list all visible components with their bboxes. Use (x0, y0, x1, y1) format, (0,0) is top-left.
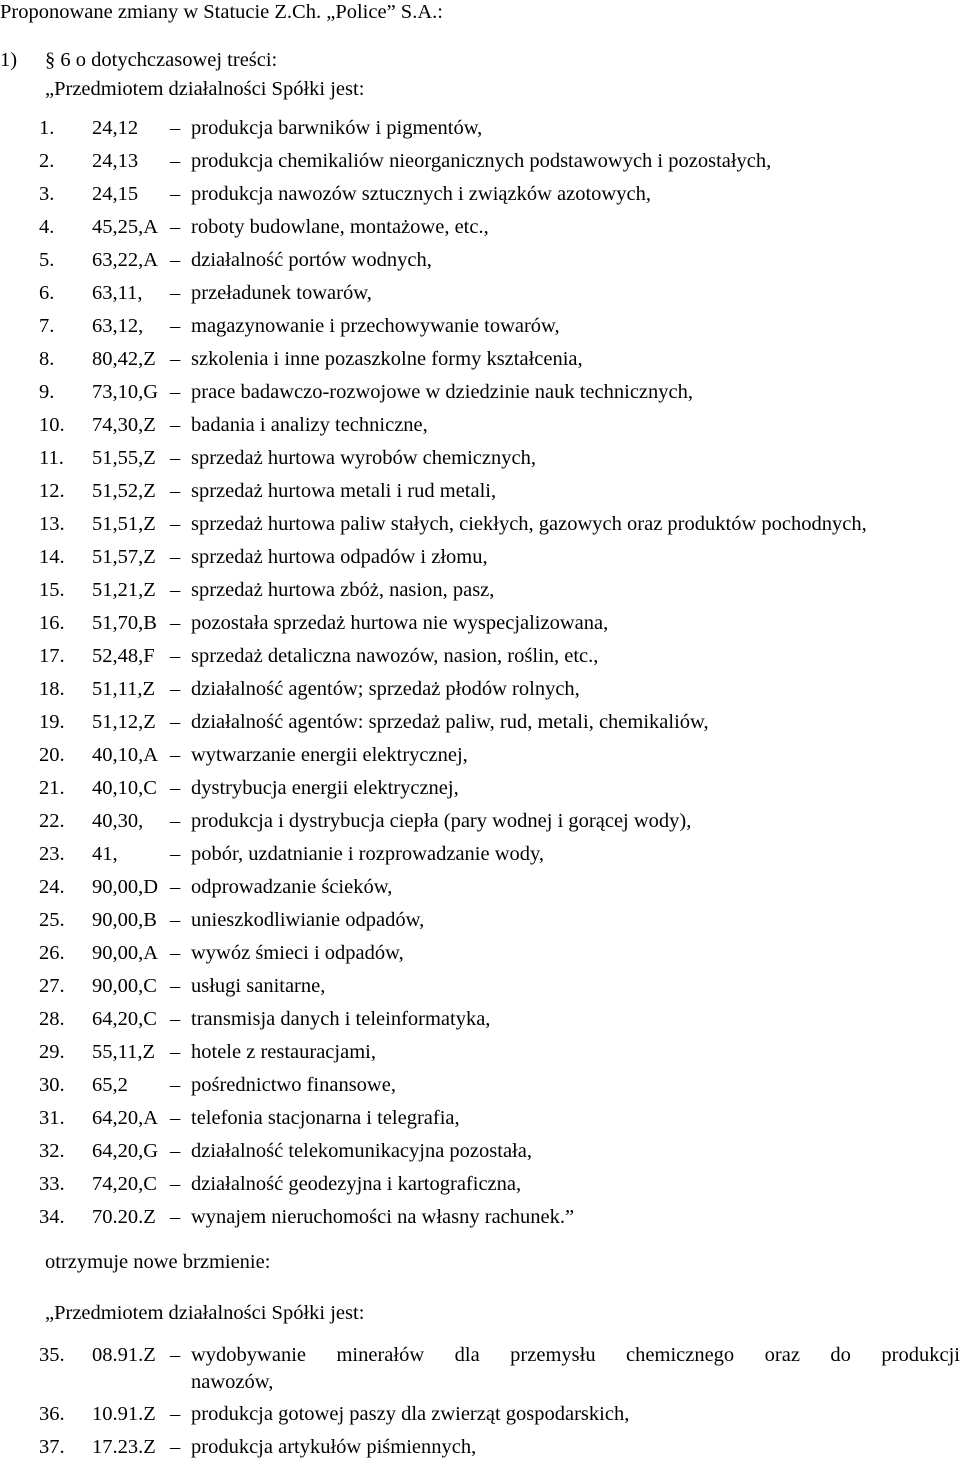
item-dash: – (170, 711, 181, 733)
item-dash: – (170, 249, 181, 271)
list-item (0, 446, 960, 470)
item-description: badania i analizy techniczne, (191, 414, 428, 436)
list-item (0, 215, 960, 239)
item-dash: – (170, 777, 181, 799)
list-item (0, 1040, 960, 1064)
list-item (0, 1343, 960, 1367)
item-dash: – (170, 645, 181, 667)
pkd-code: 63,12, (92, 315, 144, 337)
item-description: produkcja barwników i pigmentów, (191, 117, 483, 139)
list-item (0, 875, 960, 899)
list-item (0, 116, 960, 140)
item-number: 2. (39, 150, 55, 172)
item-description: działalność agentów; sprzedaż płodów rolnych, (191, 678, 580, 700)
list-item (0, 842, 960, 866)
item-dash: – (170, 546, 181, 568)
item-description: roboty budowlane, montażowe, etc., (191, 216, 489, 238)
item-number: 4. (39, 216, 55, 238)
item-description: sprzedaż hurtowa metali i rud metali, (191, 480, 497, 502)
item-number: 33. (39, 1173, 65, 1195)
item-description: telefonia stacjonarna i telegrafia, (191, 1107, 460, 1129)
item-number: 23. (39, 843, 65, 865)
section-number: 1) (0, 49, 18, 71)
item-dash: – (170, 810, 181, 832)
item-number: 32. (39, 1140, 65, 1162)
item-description: wywóz śmieci i odpadów, (191, 942, 404, 964)
pkd-code: 74,20,C (92, 1173, 157, 1195)
item-dash: – (170, 1074, 181, 1096)
list-item (0, 644, 960, 668)
item-number: 22. (39, 810, 65, 832)
item-number: 35. (39, 1344, 65, 1366)
item-description: produkcja i dystrybucja ciepła (pary wodnej i gorącej wody), (191, 810, 692, 832)
pkd-code: 08.91.Z (92, 1344, 156, 1366)
item-description: odprowadzanie ścieków, (191, 876, 393, 898)
item-description: transmisja danych i teleinformatyka, (191, 1008, 491, 1030)
list-item (0, 809, 960, 833)
item-number: 26. (39, 942, 65, 964)
item-description: produkcja chemikaliów nieorganicznych podstawowych i pozostałych, (191, 150, 772, 172)
item-description-continuation: nawozów, (191, 1371, 274, 1393)
item-number: 27. (39, 975, 65, 997)
item-number: 14. (39, 546, 65, 568)
item-dash: – (170, 942, 181, 964)
item-dash: – (170, 381, 181, 403)
item-number: 12. (39, 480, 65, 502)
pkd-code: 51,70,B (92, 612, 157, 634)
item-description: produkcja nawozów sztucznych i związków azotowych, (191, 183, 651, 205)
item-description: sprzedaż hurtowa wyrobów chemicznych, (191, 447, 536, 469)
item-dash: – (170, 447, 181, 469)
item-description: wydobywanie minerałów dla przemysłu chemicznego oraz do produkcji (191, 1344, 960, 1366)
list-item (0, 611, 960, 635)
item-dash: – (170, 1206, 181, 1228)
item-description: hotele z restauracjami, (191, 1041, 376, 1063)
item-number: 16. (39, 612, 65, 634)
pkd-code: 10.91.Z (92, 1403, 156, 1425)
pkd-code: 40,10,A (92, 744, 159, 766)
pkd-code: 24,13 (92, 150, 139, 172)
item-dash: – (170, 480, 181, 502)
item-dash: – (170, 183, 181, 205)
item-description: sprzedaż detaliczna nawozów, nasion, roślin, etc., (191, 645, 599, 667)
pkd-code: 51,55,Z (92, 447, 156, 469)
list-item (0, 677, 960, 701)
item-dash: – (170, 315, 181, 337)
item-description: działalność agentów: sprzedaż paliw, rud, metali, chemikaliów, (191, 711, 709, 733)
pkd-code: 80,42,Z (92, 348, 156, 370)
list-item (0, 281, 960, 305)
item-number: 19. (39, 711, 65, 733)
pkd-code: 73,10,G (92, 381, 159, 403)
pkd-code: 40,10,C (92, 777, 157, 799)
new-wording-label: otrzymuje nowe brzmienie: (45, 1251, 271, 1273)
list-item (0, 149, 960, 173)
pkd-code: 24,15 (92, 183, 139, 205)
pkd-code: 51,11,Z (92, 678, 156, 700)
item-dash: – (170, 579, 181, 601)
item-description: produkcja gotowej paszy dla zwierząt gospodarskich, (191, 1403, 630, 1425)
item-number: 18. (39, 678, 65, 700)
pkd-code: 65,2 (92, 1074, 128, 1096)
item-description: produkcja artykułów piśmiennych, (191, 1436, 477, 1458)
item-description: sprzedaż hurtowa zbóż, nasion, pasz, (191, 579, 495, 601)
pkd-code: 45,25,A (92, 216, 159, 238)
list-item (0, 908, 960, 932)
item-description: pozostała sprzedaż hurtowa nie wyspecjalizowana, (191, 612, 609, 634)
pkd-code: 51,21,Z (92, 579, 156, 601)
pkd-code: 51,51,Z (92, 513, 156, 535)
pkd-code: 52,48,F (92, 645, 155, 667)
item-number: 24. (39, 876, 65, 898)
list-item (0, 380, 960, 404)
item-number: 11. (39, 447, 64, 469)
item-dash: – (170, 348, 181, 370)
item-number: 3. (39, 183, 55, 205)
item-dash: – (170, 876, 181, 898)
item-dash: – (170, 282, 181, 304)
item-description: dystrybucja energii elektrycznej, (191, 777, 459, 799)
section-intro: § 6 o dotychczasowej treści: (45, 49, 278, 71)
item-dash: – (170, 1436, 181, 1458)
list-item (0, 1172, 960, 1196)
list-item (0, 1106, 960, 1130)
item-number: 21. (39, 777, 65, 799)
item-dash: – (170, 1140, 181, 1162)
list-item-continuation (0, 1370, 960, 1394)
item-number: 5. (39, 249, 55, 271)
item-description: pobór, uzdatnianie i rozprowadzanie wody, (191, 843, 545, 865)
item-dash: – (170, 1107, 181, 1129)
item-number: 25. (39, 909, 65, 931)
pkd-code: 64,20,A (92, 1107, 159, 1129)
item-number: 8. (39, 348, 55, 370)
list-item (0, 248, 960, 272)
list-item (0, 512, 960, 536)
item-description: wytwarzanie energii elektrycznej, (191, 744, 468, 766)
item-description: prace badawczo-rozwojowe w dziedzinie nauk technicznych, (191, 381, 693, 403)
quote-heading-new: „Przedmiotem działalności Spółki jest: (45, 1302, 365, 1324)
item-number: 17. (39, 645, 65, 667)
item-number: 9. (39, 381, 55, 403)
list-item (0, 776, 960, 800)
item-description: sprzedaż hurtowa odpadów i złomu, (191, 546, 488, 568)
pkd-code: 17.23.Z (92, 1436, 156, 1458)
list-item (0, 182, 960, 206)
item-dash: – (170, 843, 181, 865)
pkd-code: 41, (92, 843, 118, 865)
list-item (0, 578, 960, 602)
quote-heading-old: „Przedmiotem działalności Spółki jest: (45, 78, 365, 100)
item-description: sprzedaż hurtowa paliw stałych, ciekłych, gazowych oraz produktów pochodnych, (191, 513, 867, 535)
item-number: 31. (39, 1107, 65, 1129)
item-dash: – (170, 1403, 181, 1425)
item-description: usługi sanitarne, (191, 975, 326, 997)
pkd-code: 74,30,Z (92, 414, 156, 436)
item-dash: – (170, 678, 181, 700)
item-description: działalność geodezyjna i kartograficzna, (191, 1173, 522, 1195)
item-dash: – (170, 414, 181, 436)
item-description: przeładunek towarów, (191, 282, 372, 304)
list-item (0, 545, 960, 569)
pkd-code: 90,00,D (92, 876, 159, 898)
list-item (0, 413, 960, 437)
pkd-code: 51,57,Z (92, 546, 156, 568)
item-dash: – (170, 513, 181, 535)
item-description: działalność portów wodnych, (191, 249, 432, 271)
pkd-code: 40,30, (92, 810, 144, 832)
pkd-code: 51,52,Z (92, 480, 156, 502)
pkd-code: 90,00,A (92, 942, 159, 964)
list-item (0, 314, 960, 338)
item-number: 36. (39, 1403, 65, 1425)
item-dash: – (170, 975, 181, 997)
item-number: 7. (39, 315, 55, 337)
item-description: szkolenia i inne pozaszkolne formy kształcenia, (191, 348, 583, 370)
pkd-code: 70.20.Z (92, 1206, 156, 1228)
item-number: 37. (39, 1436, 65, 1458)
item-dash: – (170, 1041, 181, 1063)
page-title: Proponowane zmiany w Statucie Z.Ch. „Police” S.A.: (0, 1, 443, 23)
list-item (0, 743, 960, 767)
item-number: 1. (39, 117, 55, 139)
item-description: wynajem nieruchomości na własny rachunek.” (191, 1206, 575, 1228)
item-number: 13. (39, 513, 65, 535)
list-item (0, 941, 960, 965)
pkd-code: 24,12 (92, 117, 139, 139)
item-dash: – (170, 117, 181, 139)
item-description: działalność telekomunikacyjna pozostała, (191, 1140, 532, 1162)
list-item (0, 479, 960, 503)
item-number: 30. (39, 1074, 65, 1096)
item-dash: – (170, 744, 181, 766)
pkd-code: 90,00,C (92, 975, 157, 997)
list-item (0, 710, 960, 734)
item-dash: – (170, 909, 181, 931)
item-number: 10. (39, 414, 65, 436)
item-number: 34. (39, 1206, 65, 1228)
item-dash: – (170, 1008, 181, 1030)
item-dash: – (170, 1344, 181, 1366)
item-dash: – (170, 150, 181, 172)
list-item (0, 1205, 960, 1229)
list-item (0, 347, 960, 371)
item-number: 28. (39, 1008, 65, 1030)
pkd-code: 64,20,C (92, 1008, 157, 1030)
item-number: 15. (39, 579, 65, 601)
pkd-code: 90,00,B (92, 909, 157, 931)
pkd-code: 63,22,A (92, 249, 159, 271)
item-description: unieszkodliwianie odpadów, (191, 909, 425, 931)
item-description: magazynowanie i przechowywanie towarów, (191, 315, 560, 337)
item-number: 6. (39, 282, 55, 304)
item-dash: – (170, 216, 181, 238)
pkd-code: 51,12,Z (92, 711, 156, 733)
item-description: pośrednictwo finansowe, (191, 1074, 396, 1096)
pkd-code: 64,20,G (92, 1140, 159, 1162)
item-dash: – (170, 612, 181, 634)
list-item (0, 1139, 960, 1163)
item-number: 20. (39, 744, 65, 766)
list-item (0, 1435, 960, 1459)
list-item (0, 1402, 960, 1426)
list-item (0, 1073, 960, 1097)
list-item (0, 1007, 960, 1031)
pkd-code: 55,11,Z (92, 1041, 156, 1063)
item-dash: – (170, 1173, 181, 1195)
pkd-code: 63,11, (92, 282, 143, 304)
list-item (0, 974, 960, 998)
item-number: 29. (39, 1041, 65, 1063)
